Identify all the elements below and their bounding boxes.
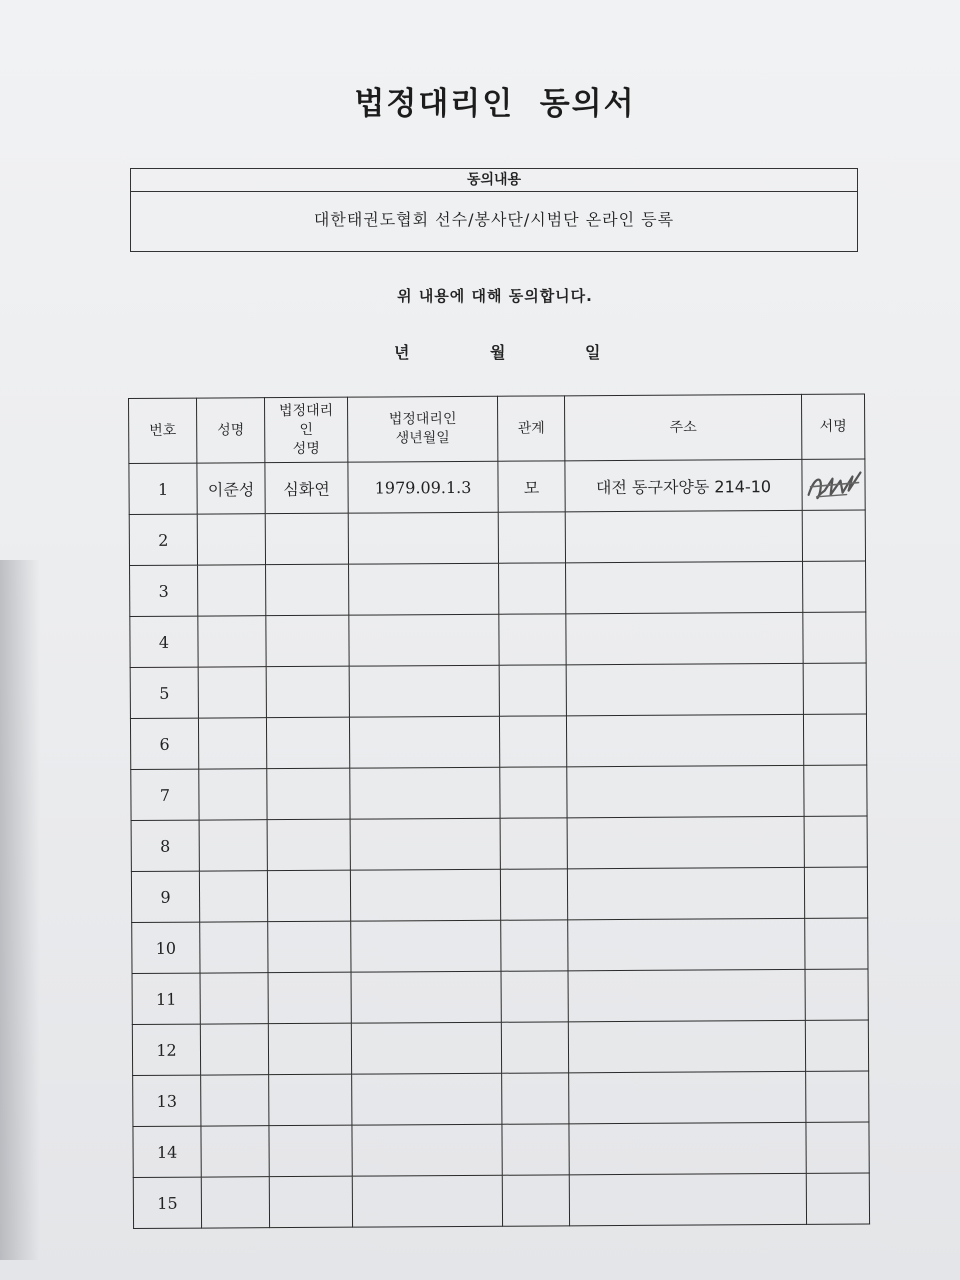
signature-cell bbox=[804, 867, 867, 918]
student-name-cell bbox=[200, 973, 268, 1024]
signature-cell bbox=[805, 918, 868, 969]
table-row bbox=[131, 867, 867, 922]
signature-cell bbox=[802, 510, 865, 561]
guardian-name-cell bbox=[269, 1074, 352, 1126]
table-header-row bbox=[129, 394, 865, 463]
table-row bbox=[131, 765, 867, 820]
table-row bbox=[129, 459, 865, 514]
table-row bbox=[130, 663, 866, 718]
signature-cell bbox=[806, 1071, 869, 1122]
guardian-birthdate-cell bbox=[350, 869, 500, 921]
row-number-cell: 7 bbox=[131, 769, 199, 820]
guardian-birthdate-cell bbox=[350, 818, 500, 870]
student-name-cell bbox=[199, 769, 267, 820]
address-cell bbox=[566, 561, 803, 613]
row-number-cell: 15 bbox=[133, 1177, 201, 1228]
row-number-cell: 10 bbox=[132, 922, 200, 973]
guardian-birthdate-cell bbox=[351, 971, 501, 1023]
relation-cell bbox=[499, 716, 566, 767]
table-row bbox=[130, 612, 866, 667]
header-guardian-name-line2: 인 bbox=[299, 421, 314, 438]
address-cell bbox=[565, 510, 802, 562]
address-cell bbox=[566, 663, 803, 715]
header-guardian-birth bbox=[347, 396, 497, 462]
table-row bbox=[131, 816, 867, 871]
student-name-cell bbox=[199, 871, 267, 922]
guardian-name-cell bbox=[266, 615, 349, 667]
table-row bbox=[130, 714, 866, 769]
signature-cell bbox=[806, 1173, 869, 1224]
guardian-name-cell bbox=[268, 1023, 351, 1075]
student-name-cell bbox=[201, 1177, 269, 1228]
address-cell bbox=[567, 765, 804, 817]
header-guardian-name bbox=[265, 397, 348, 463]
student-name-cell bbox=[198, 667, 266, 718]
signature-cell bbox=[804, 765, 867, 816]
student-name-cell bbox=[201, 1075, 269, 1126]
student-name-cell bbox=[200, 1024, 268, 1075]
guardian-name-cell bbox=[265, 513, 348, 565]
row-number-cell: 6 bbox=[130, 718, 198, 769]
student-name-cell bbox=[198, 616, 266, 667]
header-guardian-name-line1: 법정대리 bbox=[278, 402, 334, 419]
address-cell bbox=[567, 867, 804, 919]
relation-cell bbox=[498, 512, 565, 563]
signature-cell bbox=[802, 459, 865, 510]
relation-cell bbox=[499, 563, 566, 614]
guardian-name-cell bbox=[267, 768, 350, 820]
relation-cell bbox=[501, 920, 568, 971]
signature-cell bbox=[803, 663, 866, 714]
date-day-label: 일 bbox=[585, 343, 601, 362]
student-name-cell bbox=[198, 718, 266, 769]
row-number-cell: 9 bbox=[131, 871, 199, 922]
address-cell bbox=[566, 612, 803, 664]
table-row bbox=[132, 918, 868, 973]
header-relation: 관계 bbox=[497, 396, 564, 461]
signature-cell bbox=[803, 612, 866, 663]
row-number-cell: 14 bbox=[133, 1126, 201, 1177]
relation-cell: 모 bbox=[498, 461, 565, 512]
table-row bbox=[129, 510, 865, 565]
row-number-cell: 1 bbox=[129, 463, 197, 514]
row-number-cell: 12 bbox=[132, 1024, 200, 1075]
guardian-birthdate-cell bbox=[349, 614, 499, 666]
relation-cell bbox=[499, 614, 566, 665]
document-title: 법정대리인 동의서 bbox=[354, 86, 636, 122]
guardian-birthdate-cell bbox=[351, 1022, 501, 1074]
relation-cell bbox=[500, 818, 567, 869]
address-cell bbox=[567, 816, 804, 868]
date-month-label: 월 bbox=[490, 343, 506, 362]
guardian-name-cell bbox=[266, 666, 349, 718]
relation-cell bbox=[500, 767, 567, 818]
signature-cell bbox=[803, 561, 866, 612]
header-signature: 서명 bbox=[801, 394, 864, 459]
table-row bbox=[132, 1020, 868, 1075]
address-cell bbox=[568, 969, 805, 1021]
page-shadow bbox=[0, 560, 40, 1260]
row-number-cell: 8 bbox=[131, 820, 199, 871]
guardian-consent-table bbox=[128, 393, 870, 1228]
relation-cell bbox=[502, 1175, 569, 1226]
guardian-name-cell bbox=[267, 819, 350, 871]
header-guardian-birth-line2: 생년월일 bbox=[395, 430, 450, 447]
consent-header: 동의내용 bbox=[131, 169, 857, 192]
student-name-cell bbox=[198, 565, 266, 616]
consent-content: 대한태권도협회 선수/봉사단/시범단 온라인 등록 bbox=[313, 210, 675, 229]
guardian-name-cell bbox=[266, 717, 349, 769]
guardian-name-cell: 심화연 bbox=[265, 462, 348, 514]
student-name-cell bbox=[200, 922, 268, 973]
guardian-birthdate-cell bbox=[348, 512, 498, 564]
address-cell bbox=[569, 1122, 806, 1174]
row-number-cell: 5 bbox=[130, 667, 198, 718]
relation-cell bbox=[502, 1124, 569, 1175]
relation-cell bbox=[499, 665, 566, 716]
table-row bbox=[130, 561, 866, 616]
address-cell bbox=[566, 714, 803, 766]
relation-cell bbox=[502, 1073, 569, 1124]
guardian-birthdate-cell bbox=[349, 716, 499, 768]
table-row bbox=[133, 1071, 869, 1126]
handwritten-signature bbox=[802, 465, 864, 505]
row-number-cell: 13 bbox=[133, 1075, 201, 1126]
guardian-birthdate-cell bbox=[351, 920, 501, 972]
student-name-cell bbox=[199, 820, 267, 871]
signature-cell bbox=[805, 969, 868, 1020]
row-number-cell: 2 bbox=[129, 514, 197, 565]
table-row bbox=[132, 969, 868, 1024]
relation-cell bbox=[501, 971, 568, 1022]
row-number-cell: 4 bbox=[130, 616, 198, 667]
header-address: 주소 bbox=[564, 394, 801, 460]
signature-cell bbox=[806, 1122, 869, 1173]
guardian-name-cell bbox=[266, 564, 349, 616]
student-name-cell: 이준성 bbox=[197, 463, 265, 514]
student-name-cell bbox=[197, 514, 265, 565]
student-name-cell bbox=[201, 1126, 269, 1177]
consent-box bbox=[130, 168, 858, 252]
guardian-name-cell bbox=[267, 870, 350, 922]
header-guardian-birth-line1: 법정대리인 bbox=[388, 410, 457, 428]
header-name: 성명 bbox=[197, 398, 265, 463]
row-number-cell: 3 bbox=[130, 565, 198, 616]
date-year-label: 년 bbox=[394, 343, 410, 362]
guardian-birthdate-cell: 1979.09.1.3 bbox=[348, 461, 498, 513]
guardian-name-cell bbox=[269, 1176, 352, 1228]
signature-cell bbox=[803, 714, 866, 765]
guardian-name-cell bbox=[268, 972, 351, 1024]
address-cell bbox=[568, 1020, 805, 1072]
guardian-birthdate-cell bbox=[349, 665, 499, 717]
guardian-birthdate-cell bbox=[350, 767, 500, 819]
guardian-birthdate-cell bbox=[352, 1124, 502, 1176]
header-no: 번호 bbox=[129, 398, 197, 463]
header-guardian-name-line3: 성명 bbox=[292, 440, 320, 457]
guardian-name-cell bbox=[269, 1125, 352, 1177]
signature-cell bbox=[804, 816, 867, 867]
signature-cell bbox=[805, 1020, 868, 1071]
guardian-birthdate-cell bbox=[352, 1073, 502, 1125]
guardian-name-cell bbox=[268, 921, 351, 973]
relation-cell bbox=[500, 869, 567, 920]
guardian-birthdate-cell bbox=[352, 1175, 502, 1227]
table-row bbox=[133, 1122, 869, 1177]
agreement-statement: 위 내용에 대해 동의합니다. bbox=[397, 287, 593, 305]
relation-cell bbox=[501, 1022, 568, 1073]
address-cell bbox=[568, 918, 805, 970]
guardian-birthdate-cell bbox=[349, 563, 499, 615]
table-body bbox=[129, 459, 870, 1228]
address-cell bbox=[569, 1173, 806, 1225]
table-row bbox=[133, 1173, 869, 1228]
address-cell: 대전 동구자양동 214-10 bbox=[565, 459, 802, 511]
address-cell bbox=[569, 1071, 806, 1123]
row-number-cell: 11 bbox=[132, 973, 200, 1024]
